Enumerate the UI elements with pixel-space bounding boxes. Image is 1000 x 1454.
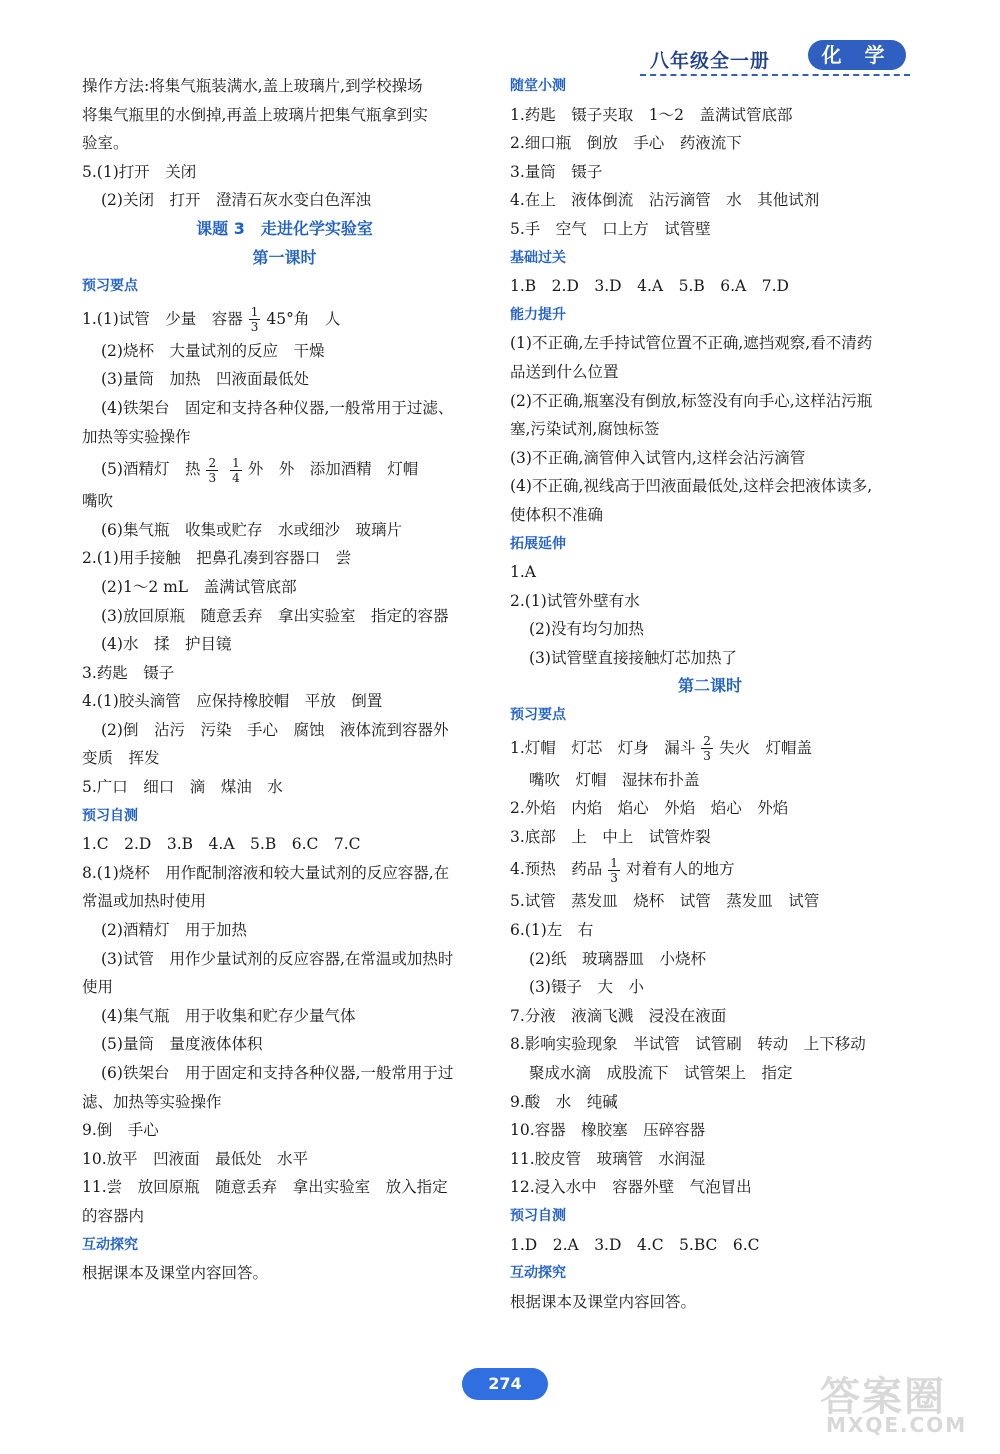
line-text: 12.浸入水中 容器外壁 气泡冒出 bbox=[510, 1178, 752, 1197]
line-text: (5)酒精灯 热 bbox=[101, 460, 201, 479]
line-text-after: 失火 灯帽盖 bbox=[718, 738, 812, 757]
line-text: 将集气瓶里的水倒掉,再盖上玻璃片把集气瓶拿到实 bbox=[82, 105, 428, 124]
answer-line bbox=[82, 423, 487, 452]
line-text-after: 对着有人的地方 bbox=[625, 860, 735, 879]
answer-line bbox=[82, 830, 487, 859]
lesson-title bbox=[82, 215, 487, 244]
answer-line bbox=[510, 823, 910, 852]
line-text: 5.试管 蒸发皿 烧杯 试管 蒸发皿 试管 bbox=[510, 892, 820, 911]
line-text: (2)不正确,瓶塞没有倒放,标签没有向手心,这样沾污瓶 bbox=[510, 391, 873, 410]
line-text: 预习自测 bbox=[510, 1207, 566, 1224]
answer-line bbox=[510, 973, 910, 1002]
line-text: 随堂小测 bbox=[510, 78, 566, 94]
answer-line bbox=[82, 394, 487, 423]
answer-line bbox=[510, 730, 910, 766]
answer-line bbox=[82, 337, 487, 366]
line-text: 2.(1)试管外壁有水 bbox=[510, 591, 640, 610]
line-text: 嘴吹 bbox=[82, 492, 114, 511]
line-text: 3.量筒 镊子 bbox=[510, 162, 603, 181]
line-text: 预习要点 bbox=[82, 278, 138, 295]
fraction-numerator: 2 bbox=[208, 455, 217, 470]
answer-line bbox=[510, 644, 910, 673]
line-text: 5.手 空气 口上方 试管壁 bbox=[510, 219, 711, 238]
line-text: 使体积不准确 bbox=[510, 505, 604, 524]
section-heading bbox=[510, 1202, 910, 1231]
line-text: (3)不正确,滴管伸入试管内,这样会沾污滴管 bbox=[510, 448, 806, 467]
answer-line bbox=[510, 1088, 910, 1117]
line-text: 验室。 bbox=[82, 134, 129, 153]
line-text: 互动探究 bbox=[510, 1265, 566, 1282]
line-text: (1)不正确,左手持试管位置不正确,遮挡观察,看不清药 bbox=[510, 334, 873, 353]
line-text: 根据课本及课堂内容回答。 bbox=[510, 1292, 697, 1311]
line-text: 塞,污染试剂,腐蚀标签 bbox=[510, 420, 660, 439]
line-text: (3)试管 用作少量试剂的反应容器,在常温或加热时 bbox=[101, 949, 454, 968]
section-heading bbox=[82, 802, 487, 831]
answer-line bbox=[510, 587, 910, 616]
answer-line bbox=[510, 415, 910, 444]
answer-line bbox=[510, 916, 910, 945]
fraction bbox=[230, 456, 242, 485]
answer-line bbox=[510, 444, 910, 473]
answer-line bbox=[82, 973, 487, 1002]
fraction-numerator: 1 bbox=[250, 305, 259, 320]
fraction bbox=[608, 856, 620, 885]
line-text: 嘴吹 灯帽 湿抹布扑盖 bbox=[529, 770, 700, 789]
line-text: 滤、加热等实验操作 bbox=[82, 1092, 222, 1111]
fraction bbox=[249, 305, 261, 334]
answer-line bbox=[82, 72, 487, 101]
answer-line bbox=[82, 573, 487, 602]
line-text: (2)关闭 打开 澄清石灰水变白色浑浊 bbox=[101, 191, 371, 210]
line-text: 拓展延伸 bbox=[510, 535, 566, 552]
answer-line bbox=[82, 101, 487, 130]
answer-line bbox=[510, 558, 910, 587]
answer-line bbox=[510, 472, 910, 501]
answer-line bbox=[510, 1231, 910, 1260]
watermark-logo bbox=[820, 1365, 990, 1445]
answer-line bbox=[82, 301, 487, 337]
right-column bbox=[510, 72, 910, 1316]
line-text: 8.影响实验现象 半试管 试管刷 转动 上下移动 bbox=[510, 1035, 866, 1054]
line-text: 2.外焰 内焰 焰心 外焰 焰心 外焰 bbox=[510, 799, 789, 818]
line-text: 10.放平 凹液面 最低处 水平 bbox=[82, 1149, 309, 1168]
answer-line bbox=[82, 186, 487, 215]
answer-line bbox=[510, 1173, 910, 1202]
answer-line bbox=[510, 887, 910, 916]
fraction-numerator: 1 bbox=[610, 855, 618, 870]
line-text: 的容器内 bbox=[82, 1206, 145, 1225]
answer-line bbox=[510, 945, 910, 974]
line-text: (6)集气瓶 收集或贮存 水或细沙 玻璃片 bbox=[101, 520, 402, 539]
line-text: 10.容器 橡胶塞 压碎容器 bbox=[510, 1121, 706, 1140]
line-text: 常温或加热时使用 bbox=[82, 892, 207, 911]
answer-line bbox=[510, 766, 910, 795]
line-text: 根据课本及课堂内容回答。 bbox=[82, 1264, 269, 1283]
line-text: 1.(1)试管 少量 容器 bbox=[82, 309, 243, 328]
page-number: 274 bbox=[462, 1368, 548, 1400]
line-text: 基础过关 bbox=[510, 249, 566, 266]
line-text: (3)镊子 大 小 bbox=[529, 978, 644, 997]
answer-line bbox=[82, 602, 487, 631]
line-text: 加热等实验操作 bbox=[82, 427, 191, 446]
line-text: (2)没有均匀加热 bbox=[529, 620, 644, 639]
line-text: 第二课时 bbox=[677, 676, 742, 696]
answer-line bbox=[82, 1088, 487, 1117]
line-text: 11.胶皮管 玻璃管 水润湿 bbox=[510, 1149, 706, 1168]
line-text: 1.药匙 镊子夹取 1～2 盖满试管底部 bbox=[510, 105, 793, 124]
line-text: (6)铁架台 用于固定和支持各种仪器,一般常用于过 bbox=[101, 1064, 454, 1082]
answer-line bbox=[82, 716, 487, 745]
line-text: 7.分液 液滴飞溅 浸没在液面 bbox=[510, 1006, 727, 1025]
answer-line bbox=[82, 687, 487, 716]
answer-line bbox=[510, 358, 910, 387]
line-text: 11.尝 放回原瓶 随意丢弃 拿出实验室 放入指定 bbox=[82, 1178, 448, 1197]
fraction-denominator: 3 bbox=[250, 320, 259, 335]
answer-line bbox=[82, 1173, 487, 1202]
line-text: 课题 3 走进化学实验室 bbox=[196, 218, 373, 238]
fraction-denominator: 4 bbox=[232, 470, 240, 485]
line-text: (4)集气瓶 用于收集和贮存少量气体 bbox=[101, 1006, 356, 1025]
answer-line bbox=[82, 744, 487, 773]
answer-line bbox=[82, 544, 487, 573]
watermark-url: MXQE.COM bbox=[826, 1413, 968, 1437]
answer-line bbox=[510, 1288, 910, 1317]
line-text: (2)酒精灯 用于加热 bbox=[101, 921, 247, 940]
answer-line bbox=[82, 916, 487, 945]
line-text: (4)不正确,视线高于凹液面最低处,这样会把液体读多, bbox=[510, 477, 873, 496]
fraction bbox=[701, 734, 713, 763]
line-text: 2.(1)用手接触 把鼻孔凑到容器口 尝 bbox=[82, 549, 352, 568]
line-text: 1.D 2.A 3.D 4.C 5.BC 6.C bbox=[510, 1235, 760, 1254]
line-text: 1.灯帽 灯芯 灯身 漏斗 bbox=[510, 738, 696, 757]
fraction-numerator: 2 bbox=[703, 734, 711, 749]
answer-line bbox=[82, 516, 487, 545]
line-text: 3.药匙 镊子 bbox=[82, 663, 175, 682]
line-text: (2)烧杯 大量试剂的反应 干燥 bbox=[101, 341, 325, 360]
answer-line bbox=[82, 1202, 487, 1231]
answer-line bbox=[510, 329, 910, 358]
answer-line bbox=[82, 129, 487, 158]
line-text: 2.细口瓶 倒放 手心 药液流下 bbox=[510, 134, 742, 153]
lesson-title bbox=[82, 244, 487, 273]
line-text: 6.(1)左 右 bbox=[510, 921, 594, 940]
line-text: 能力提升 bbox=[510, 306, 566, 323]
line-text-after: 外 外 添加酒精 灯帽 bbox=[247, 460, 419, 479]
answer-line bbox=[510, 101, 910, 130]
answer-line bbox=[510, 615, 910, 644]
line-text: 第一课时 bbox=[252, 247, 317, 267]
line-text: 9.倒 手心 bbox=[82, 1121, 159, 1140]
answer-line bbox=[82, 365, 487, 394]
grade-label: 八年级全一册 bbox=[650, 50, 771, 72]
section-heading bbox=[510, 301, 910, 330]
section-heading bbox=[510, 72, 910, 101]
section-heading bbox=[510, 530, 910, 559]
answer-line bbox=[82, 1030, 487, 1059]
answer-line bbox=[510, 215, 910, 244]
answer-line bbox=[82, 1002, 487, 1031]
line-text: (2)1～2 mL 盖满试管底部 bbox=[101, 577, 297, 596]
line-text: 5.(1)打开 关闭 bbox=[82, 162, 197, 181]
line-text: 4.在上 液体倒流 沾污滴管 水 其他试剂 bbox=[510, 191, 820, 210]
line-text: 品送到什么位置 bbox=[510, 362, 619, 381]
fraction-denominator: 3 bbox=[703, 749, 711, 764]
answer-line bbox=[82, 1059, 487, 1088]
line-text: 5.广口 细口 滴 煤油 水 bbox=[82, 778, 283, 797]
answer-line bbox=[82, 659, 487, 688]
answer-line bbox=[82, 773, 487, 802]
answer-line bbox=[82, 158, 487, 187]
section-heading bbox=[510, 244, 910, 273]
line-text: 1.A bbox=[510, 563, 536, 582]
answer-line bbox=[82, 1259, 487, 1288]
answer-line bbox=[510, 1002, 910, 1031]
line-text: 4.(1)胶头滴管 应保持橡胶帽 平放 倒置 bbox=[82, 692, 383, 711]
line-text: 1.C 2.D 3.B 4.A 5.B 6.C 7.C bbox=[82, 835, 361, 854]
line-text: 1.B 2.D 3.D 4.A 5.B 6.A 7.D bbox=[510, 277, 789, 296]
line-text: 预习自测 bbox=[82, 807, 138, 824]
watermark-text: 答案圈 bbox=[820, 1374, 946, 1420]
line-text: 互动探究 bbox=[82, 1236, 138, 1253]
answer-line bbox=[510, 387, 910, 416]
line-text: (5)量筒 量度液体体积 bbox=[101, 1035, 263, 1054]
answer-line bbox=[510, 851, 910, 887]
answer-line bbox=[510, 272, 910, 301]
answer-line bbox=[510, 794, 910, 823]
answer-line bbox=[82, 1145, 487, 1174]
line-text: 操作方法:将集气瓶装满水,盖上玻璃片,到学校操场 bbox=[82, 77, 423, 95]
answer-line bbox=[510, 1059, 910, 1088]
answer-line bbox=[510, 129, 910, 158]
lesson-title bbox=[510, 672, 910, 701]
answer-line bbox=[82, 887, 487, 916]
answer-line bbox=[82, 945, 487, 974]
subject-badge: 化 学 bbox=[808, 40, 906, 70]
line-text: (4)铁架台 固定和支持各种仪器,一般常用于过滤、 bbox=[101, 398, 454, 417]
line-text: (3)放回原瓶 随意丢弃 拿出实验室 指定的容器 bbox=[101, 606, 449, 625]
line-text-after: 45°角 人 bbox=[266, 309, 341, 328]
answer-line bbox=[82, 859, 487, 888]
fraction-denominator: 3 bbox=[208, 470, 217, 485]
fraction bbox=[206, 456, 218, 485]
line-text: 4.预热 药品 bbox=[510, 860, 603, 879]
answer-line bbox=[82, 487, 487, 516]
line-text: 使用 bbox=[82, 978, 114, 997]
line-text: (2)倒 沾污 污染 手心 腐蚀 液体流到容器外 bbox=[101, 720, 449, 739]
section-heading bbox=[510, 1259, 910, 1288]
answer-line bbox=[510, 1145, 910, 1174]
fraction-numerator: 1 bbox=[232, 455, 240, 470]
line-text: 聚成水滴 成股流下 试管架上 指定 bbox=[529, 1064, 793, 1082]
answer-line bbox=[510, 158, 910, 187]
line-text: 8.(1)烧杯 用作配制溶液和较大量试剂的反应容器,在 bbox=[82, 863, 450, 882]
answer-line bbox=[510, 1030, 910, 1059]
left-column bbox=[82, 72, 487, 1288]
section-heading bbox=[82, 272, 487, 301]
line-text: (3)量筒 加热 凹液面最低处 bbox=[101, 370, 309, 389]
answer-line bbox=[82, 1116, 487, 1145]
line-text: 9.酸 水 纯碱 bbox=[510, 1092, 618, 1111]
answer-line bbox=[510, 501, 910, 530]
line-text: (4)水 揉 护目镜 bbox=[101, 635, 232, 654]
line-text: 3.底部 上 中上 试管炸裂 bbox=[510, 827, 711, 846]
answer-line bbox=[82, 630, 487, 659]
section-heading bbox=[510, 701, 910, 730]
answer-line bbox=[82, 451, 487, 487]
fraction-denominator: 3 bbox=[610, 870, 618, 885]
section-heading bbox=[82, 1231, 487, 1260]
line-text: 变质 挥发 bbox=[82, 749, 160, 768]
line-text: (2)纸 玻璃器皿 小烧杯 bbox=[529, 949, 706, 968]
answer-line bbox=[510, 1116, 910, 1145]
answer-line bbox=[510, 186, 910, 215]
line-text: 预习要点 bbox=[510, 707, 566, 724]
line-text: (3)试管壁直接接触灯芯加热了 bbox=[529, 648, 737, 667]
